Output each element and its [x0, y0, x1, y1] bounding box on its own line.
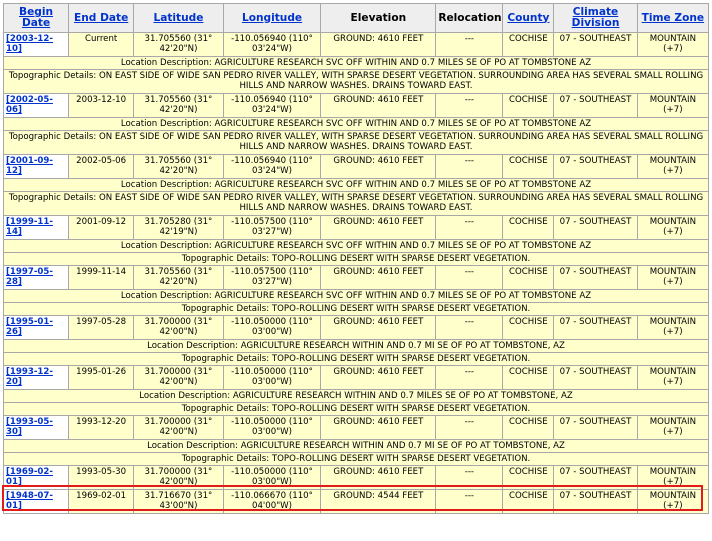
latitude-cell: 31.716670 (31° 43'00"N): [134, 490, 224, 514]
begin-date-link[interactable]: [1969-02-01]: [6, 467, 53, 487]
relocation-cell: ---: [436, 416, 503, 440]
relocation-cell: ---: [436, 266, 503, 290]
county-cell: COCHISE: [503, 155, 554, 179]
begin-date-cell[interactable]: [4, 316, 69, 340]
elevation-cell: GROUND: 4610 FEET: [321, 316, 436, 340]
relocation-cell: ---: [436, 316, 503, 340]
location-description-row: [4, 290, 709, 303]
relocation-cell: ---: [436, 490, 503, 514]
table-row: [4, 94, 709, 118]
topographic-details-row: [4, 303, 709, 316]
time-zone-cell: MOUNTAIN (+7): [637, 490, 708, 514]
location-description-row: [4, 440, 709, 453]
table-row: [4, 416, 709, 440]
time-zone-cell: MOUNTAIN (+7): [637, 94, 708, 118]
column-header-elevation: Elevation: [321, 4, 436, 33]
elevation-cell: GROUND: 4544 FEET: [321, 490, 436, 514]
longitude-cell: -110.050000 (110° 03'00"W): [223, 316, 321, 340]
begin-date-link[interactable]: [1993-12-20]: [6, 367, 53, 387]
climate-division-cell: 07 - SOUTHEAST: [554, 466, 637, 490]
climate-division-cell: 07 - SOUTHEAST: [554, 366, 637, 390]
topographic-details-text: Topographic Details: TOPO-ROLLING DESERT WITH SPARSE DESERT VEGETATION.: [4, 253, 709, 266]
county-cell: COCHISE: [503, 94, 554, 118]
sort-longitude-link[interactable]: Longitude: [241, 11, 303, 24]
end-date-cell: 2003-12-10: [69, 94, 134, 118]
climate-division-cell: 07 - SOUTHEAST: [554, 33, 637, 57]
time-zone-cell: MOUNTAIN (+7): [637, 416, 708, 440]
begin-date-link[interactable]: [2003-12-10]: [6, 34, 53, 54]
relocation-cell: ---: [436, 366, 503, 390]
climate-division-cell: 07 - SOUTHEAST: [554, 94, 637, 118]
begin-date-cell[interactable]: [4, 466, 69, 490]
table-row: [4, 266, 709, 290]
table-body: [4, 33, 709, 514]
location-description-text: Location Description: AGRICULTURE RESEARCH SVC OFF WITHIN AND 0.7 MILES SE OF PO AT TOMBSTONE AZ: [4, 118, 709, 131]
relocation-cell: ---: [436, 216, 503, 240]
time-zone-cell: MOUNTAIN (+7): [637, 33, 708, 57]
county-cell: COCHISE: [503, 366, 554, 390]
time-zone-cell: MOUNTAIN (+7): [637, 155, 708, 179]
topographic-details-row: [4, 403, 709, 416]
table-row: [4, 155, 709, 179]
climate-division-cell: 07 - SOUTHEAST: [554, 216, 637, 240]
topographic-details-text: Topographic Details: TOPO-ROLLING DESERT WITH SPARSE DESERT VEGETATION.: [4, 303, 709, 316]
county-cell: COCHISE: [503, 33, 554, 57]
topographic-details-text: Topographic Details: ON EAST SIDE OF WIDE SAN PEDRO RIVER VALLEY, WITH SPARSE DESERT VEGETATION. SURROUNDING AREA HAS SEVERAL SMALL ROLLING HILLS AND NARROW WASHES. DRAINS TOWARD EAST.: [4, 70, 709, 94]
elevation-cell: GROUND: 4610 FEET: [321, 416, 436, 440]
sort-end-date-link[interactable]: End Date: [74, 11, 129, 24]
begin-date-cell[interactable]: [4, 366, 69, 390]
table-row: [4, 366, 709, 390]
longitude-cell: -110.066670 (110° 04'00"W): [223, 490, 321, 514]
location-description-text: Location Description: AGRICULTURE RESEARCH SVC OFF WITHIN AND 0.7 MILES SE OF PO AT TOMBSTONE AZ: [4, 179, 709, 192]
begin-date-cell[interactable]: [4, 33, 69, 57]
table-row: [4, 490, 709, 514]
station-history-panel: [3, 3, 709, 514]
elevation-cell: GROUND: 4610 FEET: [321, 466, 436, 490]
county-cell: COCHISE: [503, 466, 554, 490]
topographic-details-row: [4, 353, 709, 366]
location-description-text: Location Description: AGRICULTURE RESEARCH WITHIN AND 0.7 MI SE OF PO AT TOMBSTONE, AZ: [4, 340, 709, 353]
column-header-county[interactable]: [503, 4, 554, 33]
latitude-cell: 31.705560 (31° 42'20"N): [134, 266, 224, 290]
longitude-cell: -110.056940 (110° 03'24"W): [223, 33, 321, 57]
begin-date-cell[interactable]: [4, 266, 69, 290]
climate-division-cell: 07 - SOUTHEAST: [554, 416, 637, 440]
county-cell: COCHISE: [503, 216, 554, 240]
begin-date-link[interactable]: [2001-09-12]: [6, 156, 53, 176]
begin-date-cell[interactable]: [4, 155, 69, 179]
sort-county-link[interactable]: County: [507, 11, 550, 24]
county-cell: COCHISE: [503, 266, 554, 290]
latitude-cell: 31.700000 (31° 42'00"N): [134, 366, 224, 390]
topographic-details-text: Topographic Details: TOPO-ROLLING DESERT WITH SPARSE DESERT VEGETATION.: [4, 353, 709, 366]
longitude-cell: -110.056940 (110° 03'24"W): [223, 155, 321, 179]
elevation-cell: GROUND: 4610 FEET: [321, 366, 436, 390]
begin-date-link[interactable]: [1993-05-30]: [6, 417, 53, 437]
latitude-cell: 31.700000 (31° 42'00"N): [134, 466, 224, 490]
latitude-cell: 31.700000 (31° 42'00"N): [134, 416, 224, 440]
topographic-details-text: Topographic Details: ON EAST SIDE OF WIDE SAN PEDRO RIVER VALLEY, WITH SPARSE DESERT VEGETATION. SURROUNDING AREA HAS SEVERAL SMALL ROLLING HILLS AND NARROW WASHES. DRAINS TOWARD EAST.: [4, 192, 709, 216]
location-description-text: Location Description: AGRICULTURE RESEARCH WITHIN AND 0.7 MI SE OF PO AT TOMBSTONE, AZ: [4, 440, 709, 453]
sort-time-zone-link[interactable]: Time Zone: [641, 11, 705, 24]
begin-date-link[interactable]: [2002-05-06]: [6, 95, 53, 115]
end-date-cell: 1995-01-26: [69, 366, 134, 390]
latitude-cell: 31.705560 (31° 42'20"N): [134, 155, 224, 179]
begin-date-link[interactable]: [1995-01-26]: [6, 317, 53, 337]
latitude-cell: 31.700000 (31° 42'00"N): [134, 316, 224, 340]
end-date-cell: 2001-09-12: [69, 216, 134, 240]
location-description-text: Location Description: AGRICULTURE RESEARCH SVC OFF WITHIN AND 0.7 MILES SE OF PO AT TOMBSTONE AZ: [4, 57, 709, 70]
location-description-text: Location Description: AGRICULTURE RESEARCH SVC OFF WITHIN AND 0.7 MILES SE OF PO AT TOMBSTONE AZ: [4, 290, 709, 303]
column-header-time-zone[interactable]: [637, 4, 708, 33]
topographic-details-row: [4, 253, 709, 266]
time-zone-cell: MOUNTAIN (+7): [637, 266, 708, 290]
relocation-cell: ---: [436, 466, 503, 490]
relocation-cell: ---: [436, 155, 503, 179]
relocation-cell: ---: [436, 33, 503, 57]
end-date-cell: 1993-12-20: [69, 416, 134, 440]
latitude-cell: 31.705560 (31° 42'20"N): [134, 94, 224, 118]
elevation-cell: GROUND: 4610 FEET: [321, 216, 436, 240]
location-description-text: Location Description: AGRICULTURE RESEARCH SVC OFF WITHIN AND 0.7 MILES SE OF PO AT TOMBSTONE AZ: [4, 240, 709, 253]
topographic-details-text: Topographic Details: TOPO-ROLLING DESERT WITH SPARSE DESERT VEGETATION.: [4, 403, 709, 416]
table-row: [4, 216, 709, 240]
begin-date-cell[interactable]: [4, 490, 69, 514]
elevation-cell: GROUND: 4610 FEET: [321, 33, 436, 57]
column-header-latitude[interactable]: [134, 4, 224, 33]
elevation-cell: GROUND: 4610 FEET: [321, 266, 436, 290]
time-zone-cell: MOUNTAIN (+7): [637, 366, 708, 390]
climate-division-cell: 07 - SOUTHEAST: [554, 316, 637, 340]
elevation-cell: GROUND: 4610 FEET: [321, 94, 436, 118]
table-header-row: [4, 4, 709, 33]
longitude-cell: -110.050000 (110° 03'00"W): [223, 416, 321, 440]
location-description-row: [4, 340, 709, 353]
sort-begin-date-link[interactable]: Begin Date: [19, 6, 54, 29]
begin-date-cell[interactable]: [4, 216, 69, 240]
topographic-details-row: [4, 453, 709, 466]
climate-division-cell: 07 - SOUTHEAST: [554, 266, 637, 290]
topographic-details-row: [4, 192, 709, 216]
longitude-cell: -110.050000 (110° 03'00"W): [223, 366, 321, 390]
county-cell: COCHISE: [503, 490, 554, 514]
county-cell: COCHISE: [503, 416, 554, 440]
end-date-cell: 1993-05-30: [69, 466, 134, 490]
begin-date-cell[interactable]: [4, 94, 69, 118]
topographic-details-row: [4, 131, 709, 155]
time-zone-cell: MOUNTAIN (+7): [637, 466, 708, 490]
longitude-cell: -110.050000 (110° 03'00"W): [223, 466, 321, 490]
climate-division-cell: 07 - SOUTHEAST: [554, 155, 637, 179]
longitude-cell: -110.056940 (110° 03'24"W): [223, 94, 321, 118]
column-header-climate-division[interactable]: [554, 4, 637, 33]
column-header-end-date[interactable]: [69, 4, 134, 33]
topographic-details-text: Topographic Details: ON EAST SIDE OF WIDE SAN PEDRO RIVER VALLEY, WITH SPARSE DESERT VEGETATION. SURROUNDING AREA HAS SEVERAL SMALL ROLLING HILLS AND NARROW WASHES. DRAINS TOWARD EAST.: [4, 131, 709, 155]
end-date-cell: 1997-05-28: [69, 316, 134, 340]
longitude-cell: -110.057500 (110° 03'27"W): [223, 266, 321, 290]
end-date-cell: 1969-02-01: [69, 490, 134, 514]
location-description-row: [4, 390, 709, 403]
topographic-details-text: Topographic Details: TOPO-ROLLING DESERT WITH SPARSE DESERT VEGETATION.: [4, 453, 709, 466]
location-description-row: [4, 118, 709, 131]
longitude-cell: -110.057500 (110° 03'27"W): [223, 216, 321, 240]
location-description-row: [4, 240, 709, 253]
station-history-table: [3, 3, 709, 514]
location-description-text: Location Description: AGRICULTURE RESEARCH WITHIN AND 0.7 MILES SE OF PO AT TOMBSTONE, AZ: [4, 390, 709, 403]
end-date-cell: Current: [69, 33, 134, 57]
table-row: [4, 466, 709, 490]
table-row: [4, 316, 709, 340]
location-description-row: [4, 57, 709, 70]
table-row: [4, 33, 709, 57]
begin-date-link[interactable]: [1997-05-28]: [6, 267, 53, 287]
time-zone-cell: MOUNTAIN (+7): [637, 316, 708, 340]
time-zone-cell: MOUNTAIN (+7): [637, 216, 708, 240]
begin-date-link[interactable]: [1948-07-01]: [6, 491, 53, 511]
relocation-cell: ---: [436, 94, 503, 118]
county-cell: COCHISE: [503, 316, 554, 340]
elevation-cell: GROUND: 4610 FEET: [321, 155, 436, 179]
sort-climate-division-link[interactable]: Climate Division: [571, 6, 620, 29]
begin-date-link[interactable]: [1999-11-14]: [6, 217, 53, 237]
sort-latitude-link[interactable]: Latitude: [153, 11, 204, 24]
column-header-relocation: Relocation: [436, 4, 503, 33]
column-header-begin-date[interactable]: [4, 4, 69, 33]
end-date-cell: 1999-11-14: [69, 266, 134, 290]
latitude-cell: 31.705560 (31° 42'20"N): [134, 33, 224, 57]
begin-date-cell[interactable]: [4, 416, 69, 440]
column-header-longitude[interactable]: [223, 4, 321, 33]
latitude-cell: 31.705280 (31° 42'19"N): [134, 216, 224, 240]
topographic-details-row: [4, 70, 709, 94]
end-date-cell: 2002-05-06: [69, 155, 134, 179]
location-description-row: [4, 179, 709, 192]
climate-division-cell: 07 - SOUTHEAST: [554, 490, 637, 514]
